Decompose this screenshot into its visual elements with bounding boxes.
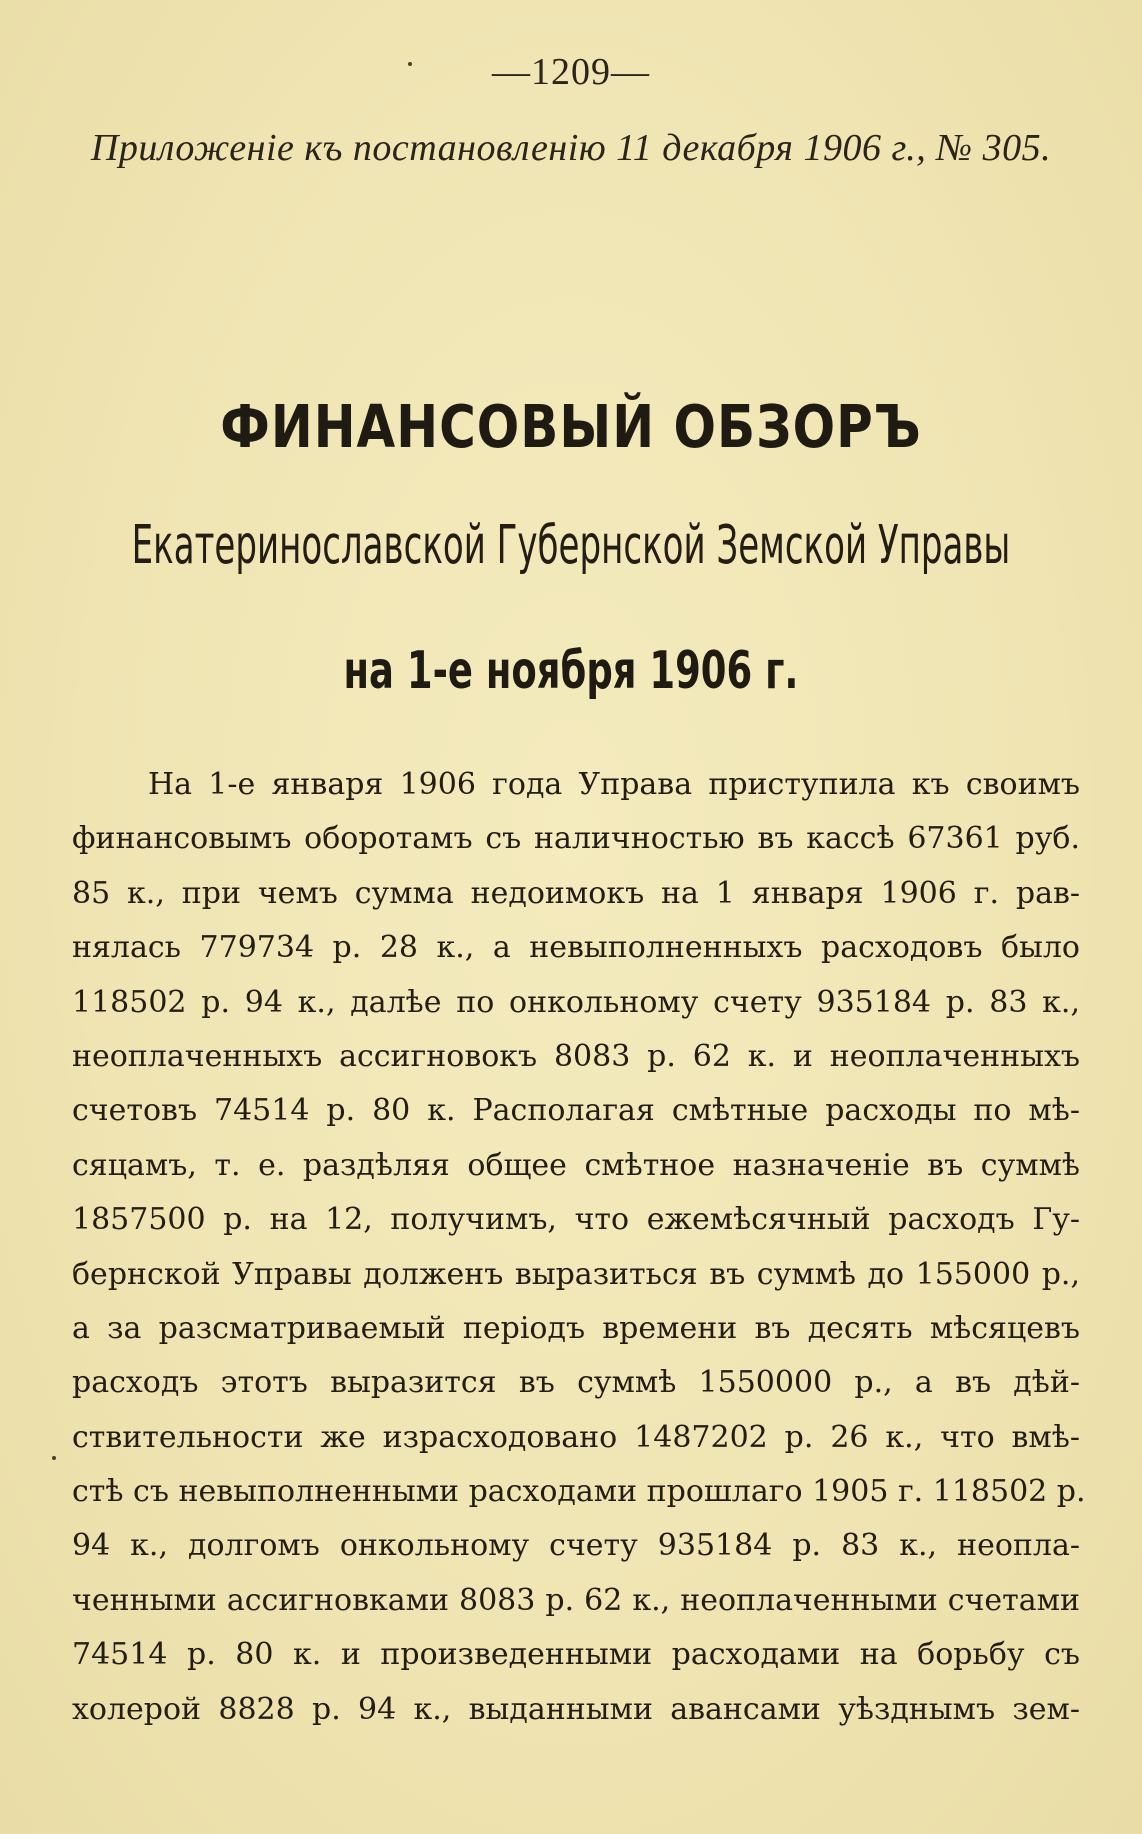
document-title: ФИНАНСОВЫЙ ОБЗОРЪ xyxy=(220,392,922,462)
text-line: нялась 779734 р. 28 к., а невыполненныхъ расходовъ было xyxy=(72,930,1080,966)
text-line: 1857500 р. на 12, получимъ, что ежемѣсячный расходъ Гу- xyxy=(72,1202,1080,1238)
text-line: холерой 8828 р. 94 к., выданными авансами уѣзднымъ зем- xyxy=(72,1691,1080,1727)
text-line: финансовымъ оборотамъ съ наличностью въ кассѣ 67361 руб. xyxy=(72,821,1080,857)
appendix-note: Приложеніе къ постановленію 11 декабря 1906 г., № 305. xyxy=(90,127,1052,169)
text-line: расходъ этотъ выразится въ суммѣ 1550000 р., а въ дѣй- xyxy=(72,1365,1080,1401)
document-date: на 1-е ноября 1906 г. xyxy=(343,640,799,701)
text-line: 74514 р. 80 к. и произведенными расходами на борьбу съ xyxy=(72,1637,1080,1673)
text-line: ствительности же израсходовано 1487202 р. 26 к., что вмѣ- xyxy=(72,1419,1080,1455)
document-subtitle: Екатеринославской Губернской Земской Управы xyxy=(131,514,1011,577)
text-line: а за разсматриваемый періодъ времени въ десять мѣсяцевъ xyxy=(72,1310,1080,1346)
text-line: счетовъ 74514 р. 80 к. Располагая смѣтные расходы по мѣ- xyxy=(72,1093,1080,1129)
text-line: сяцамъ, т. е. раздѣляя общее смѣтное назначеніе въ суммѣ xyxy=(72,1147,1080,1183)
ink-speck xyxy=(408,62,412,66)
body-paragraph xyxy=(72,758,1086,1737)
page-number: —1209— xyxy=(492,51,650,93)
ink-speck xyxy=(52,1456,56,1460)
text-line: На 1-е января 1906 года Управа приступила къ своимъ xyxy=(148,767,1080,802)
text-line: стѣ съ невыполненными расходами прошлаго 1905 г. 118502 р. xyxy=(72,1474,1086,1510)
text-line: бернской Управы долженъ выразиться въ суммѣ до 155000 р., xyxy=(72,1256,1080,1292)
text-line: 94 к., долгомъ онкольному счету 935184 р. 83 к., неопла- xyxy=(72,1528,1080,1564)
text-line: ченными ассигновками 8083 р. 62 к., неоплаченными счетами xyxy=(72,1582,1080,1618)
text-line: неоплаченныхъ ассигновокъ 8083 р. 62 к. и неоплаченныхъ xyxy=(72,1038,1080,1074)
text-line: 118502 р. 94 к., далѣе по онкольному счету 935184 р. 83 к., xyxy=(72,984,1080,1020)
text-line: 85 к., при чемъ сумма недоимокъ на 1 января 1906 г. рав- xyxy=(72,875,1080,911)
